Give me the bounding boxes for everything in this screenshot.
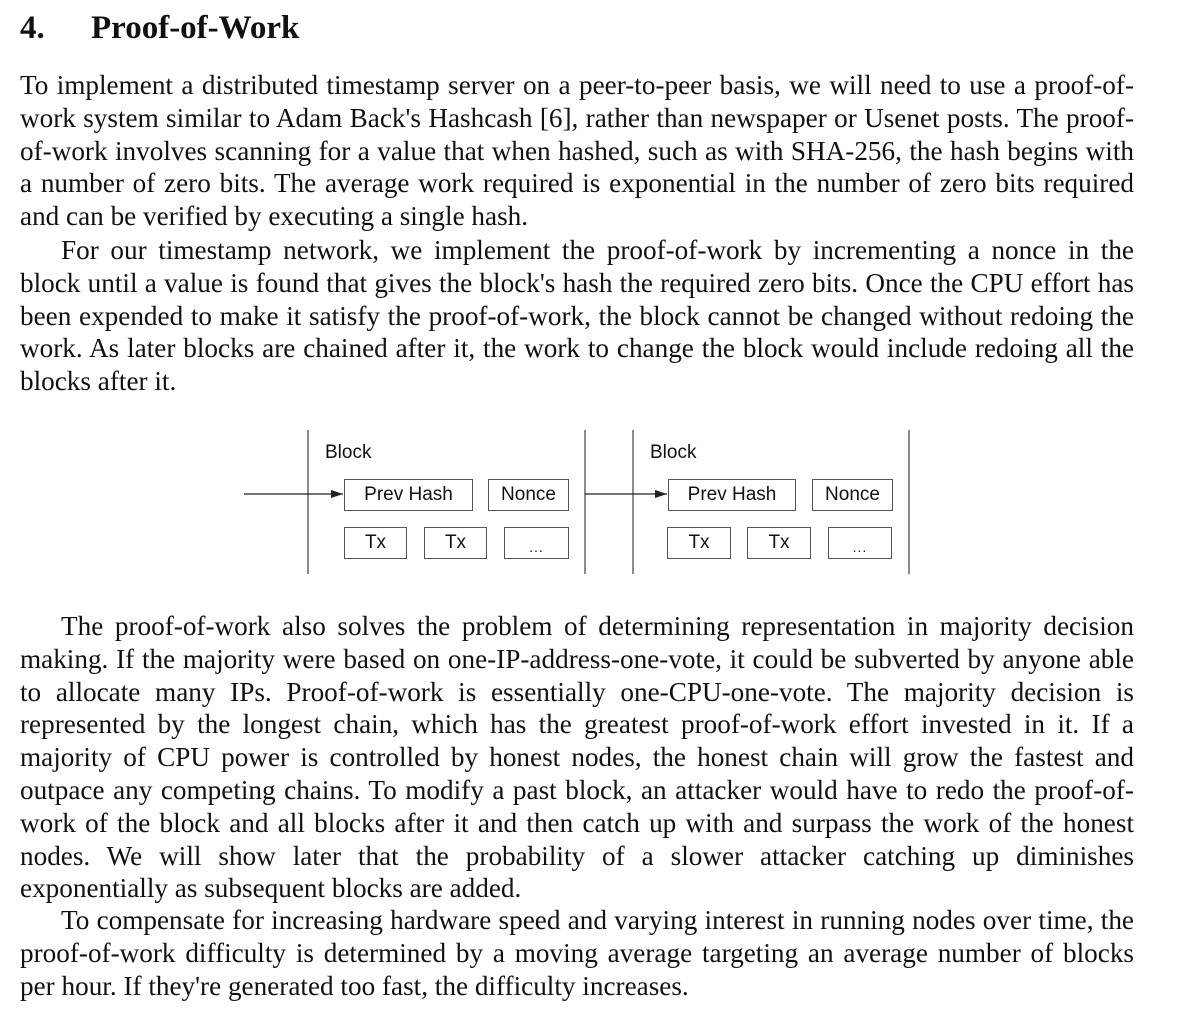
section-title: Proof-of-Work [91, 10, 300, 46]
block-1-prev-hash-box: Prev Hash [344, 479, 473, 511]
block-1-more-box [504, 527, 569, 559]
block-2-nonce-box: Nonce [812, 479, 893, 511]
block-2-tx-box: Tx [747, 527, 811, 559]
block-2-label: Block [650, 442, 697, 463]
block-chain-diagram [240, 428, 940, 578]
block-1-nonce-box: Nonce [488, 479, 569, 511]
section-heading [20, 10, 299, 47]
block-1-tx-box: Tx [344, 527, 407, 559]
block-2-more-box [828, 527, 892, 559]
paragraph-4: To compensate for increasing hardware speed and varying interest in running nodes over time, the proof-of-work difficulty is determined by a moving average targeting an average number of blocks per hour. If they're generated too fast, the difficulty increases. [20, 905, 1134, 1001]
block-1-more-ellipsis: ... [529, 539, 544, 555]
paragraph-3: The proof-of-work also solves the problem of determining representation in majority decision making. If the majority were based on one-IP-address-one-vote, it could be subverted by anyone able to allocate many IPs. Proof-of-work is essentially one-CPU-one-vote. The majority decision is represented by the longest chain, which has the greatest proof-of-work effort invested in it. If a majority of CPU power is controlled by honest nodes, the honest chain will grow the fastest and outpace any competing chains. To modify a past block, an attacker would have to redo the proof-of-work of the block and all blocks after it and then catch up with and surpass the work of the honest nodes. We will show later that the probability of a slower attacker catching up diminishes exponentially as subsequent blocks are added. [20, 611, 1134, 904]
block-2-more-ellipsis: ... [852, 539, 868, 555]
paragraph-2: For our timestamp network, we implement the proof-of-work by incrementing a nonce in the block until a value is found that gives the block's hash the required zero bits. Once the CPU effort has been expended to make it satisfy the proof-of-work, the block cannot be changed without redoing the work. As later blocks are chained after it, the work to change the block would include redoing all the blocks after it. [20, 235, 1134, 397]
section-number: 4. [20, 10, 45, 46]
block-1-label: Block [325, 442, 372, 463]
paragraph-1: To implement a distributed timestamp server on a peer-to-peer basis, we will need to use a proof-of-work system similar to Adam Back's Hashcash [6], rather than newspaper or Usenet posts. The proof-of-work involves scanning for a value that when hashed, such as with SHA-256, the hash begins with a number of zero bits. The average work required is exponential in the number of zero bits required and can be verified by executing a single hash. [20, 70, 1134, 232]
block-1-tx-box: Tx [424, 527, 487, 559]
block-2-prev-hash-box: Prev Hash [668, 479, 796, 511]
block-2-tx-box: Tx [667, 527, 731, 559]
